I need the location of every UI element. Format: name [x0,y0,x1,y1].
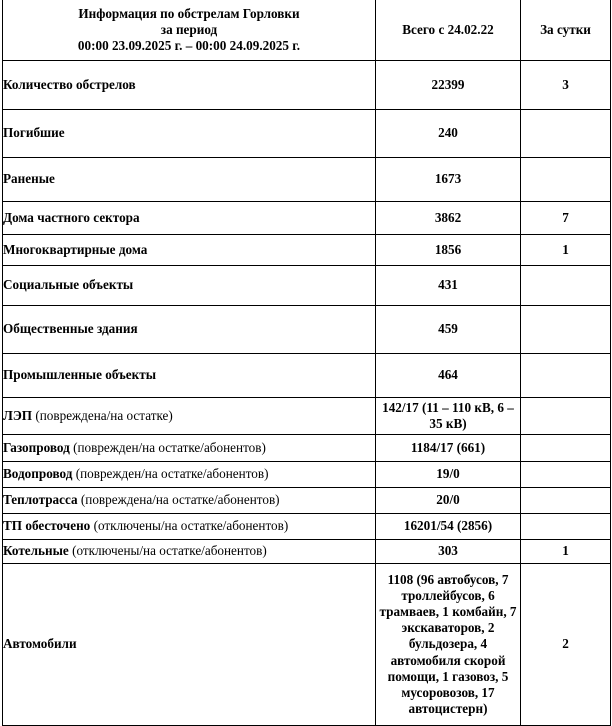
row-label-lead: Промышленные объекты [3,367,157,383]
row-total-line: автомобиля скорой [390,652,506,668]
row-label-lead: Автомобили [3,636,77,652]
row-label-wounded [3,158,376,202]
row-daily-boiler-houses: 1 [521,540,611,564]
row-label-lead: Социальные объекты [3,277,134,293]
row-daily-substations-deenergized [521,514,611,540]
row-daily-public-buildings [521,306,611,354]
row-label-lead: Водопровод [3,466,73,482]
report-title-cell [3,0,376,61]
row-label-lead: Общественные здания [3,321,138,337]
row-label-lead: ТП обесточено [3,518,91,534]
table-row [3,266,611,306]
table-row [3,158,611,202]
table-row [3,540,611,564]
report-title-line-1: Информация по обстрелам Горловки [78,5,300,21]
column-header-total: Всего с 24.02.22 [376,0,521,61]
row-total-line: комбайн, 7 [452,604,517,620]
row-total-line: 6 – 35 кВ) [429,399,514,431]
table-row [3,202,611,235]
table-row [3,61,611,110]
table-header-row [3,0,611,61]
row-label-paren: (отключены/на остатке/абонентов) [68,543,267,559]
table-row [3,462,611,488]
row-total-social-facilities: 431 [376,266,521,306]
row-total-line: бульдозера, 4 [408,636,488,652]
row-daily-power-lines [521,398,611,435]
row-label-paren: (повреждена/на остатке/абонентов) [77,492,280,508]
table-row [3,306,611,354]
table-row [3,354,611,398]
table-row [3,435,611,462]
row-daily-wounded [521,158,611,202]
row-total-shellings: 22399 [376,61,521,110]
row-label-lead: Котельные [3,543,69,559]
row-total-substations-deenergized: 16201/54 (2856) [376,514,521,540]
row-daily-social-facilities [521,266,611,306]
row-total-heating-main: 20/0 [376,488,521,514]
row-label-public-buildings [3,306,376,354]
row-daily-vehicles: 2 [521,564,611,726]
row-label-vehicles [3,564,376,726]
row-total-apartment-buildings: 1856 [376,235,521,266]
row-label-lead: Теплотрасса [3,492,78,508]
row-label-paren: (отключены/на остатке/абонентов) [90,518,289,534]
row-daily-shellings: 3 [521,61,611,110]
row-total-line: помощи, 1 газовоз, [387,668,499,684]
row-label-private-houses [3,202,376,235]
row-total-public-buildings: 459 [376,306,521,354]
row-label-industrial-facilities [3,354,376,398]
row-total-line: 7 троллейбусов, 6 [401,572,509,604]
column-header-daily: За сутки [521,0,611,61]
row-label-lead: Погибшие [3,125,65,141]
table-row [3,398,611,435]
row-label-lead: Раненые [3,171,55,187]
row-total-line: 142/17 (11 – 110 кВ, [382,399,495,415]
row-total-water-pipeline: 19/0 [376,462,521,488]
row-daily-private-houses: 7 [521,202,611,235]
row-daily-gas-pipeline [521,435,611,462]
row-label-paren: (повреждена/на остатке) [32,407,173,423]
row-label-power-lines [3,398,376,435]
row-label-shellings [3,61,376,110]
row-label-lead: Дома частного сектора [3,209,140,225]
row-daily-industrial-facilities [521,354,611,398]
row-total-line: 1108 (96 автобусов, [387,572,499,588]
table-row [3,488,611,514]
row-label-lead: Газопровод [3,439,70,455]
row-label-social-facilities [3,266,376,306]
row-label-gas-pipeline [3,435,376,462]
row-total-killed: 240 [376,110,521,158]
row-daily-killed [521,110,611,158]
row-label-water-pipeline [3,462,376,488]
row-daily-water-pipeline [521,462,611,488]
row-label-killed [3,110,376,158]
row-total-wounded: 1673 [376,158,521,202]
row-label-apartment-buildings [3,235,376,266]
row-daily-heating-main [521,488,611,514]
table-row [3,235,611,266]
table-row [3,110,611,158]
row-label-paren: (поврежден/на остатке/абонентов) [69,439,266,455]
row-label-boiler-houses [3,540,376,564]
row-total-boiler-houses: 303 [376,540,521,564]
report-title-line-2: за период [160,21,218,37]
row-total-private-houses: 3862 [376,202,521,235]
row-label-substations-deenergized [3,514,376,540]
table-row [3,514,611,540]
row-label-lead: ЛЭП [3,407,33,423]
row-total-gas-pipeline: 1184/17 (661) [376,435,521,462]
row-total-industrial-facilities: 464 [376,354,521,398]
row-daily-apartment-buildings: 1 [521,235,611,266]
row-label-lead: Многоквартирные дома [3,241,148,257]
row-label-paren: (поврежден/на остатке/абонентов) [72,466,269,482]
shelling-report-table [2,0,611,726]
row-total-line: автоцистерн) [408,700,488,716]
row-label-lead: Количество обстрелов [3,76,136,92]
table-row [3,564,611,726]
row-total-power-lines [376,398,521,435]
row-total-line: трамваев, 1 [379,604,449,620]
row-total-line: 5 мусоровозов, 17 [401,668,509,700]
report-title-line-3: 00:00 23.09.2025 г. – 00:00 24.09.2025 г. [77,38,301,54]
row-total-line: экскаваторов, 2 [401,620,495,636]
row-total-vehicles [376,564,521,726]
row-label-heating-main [3,488,376,514]
